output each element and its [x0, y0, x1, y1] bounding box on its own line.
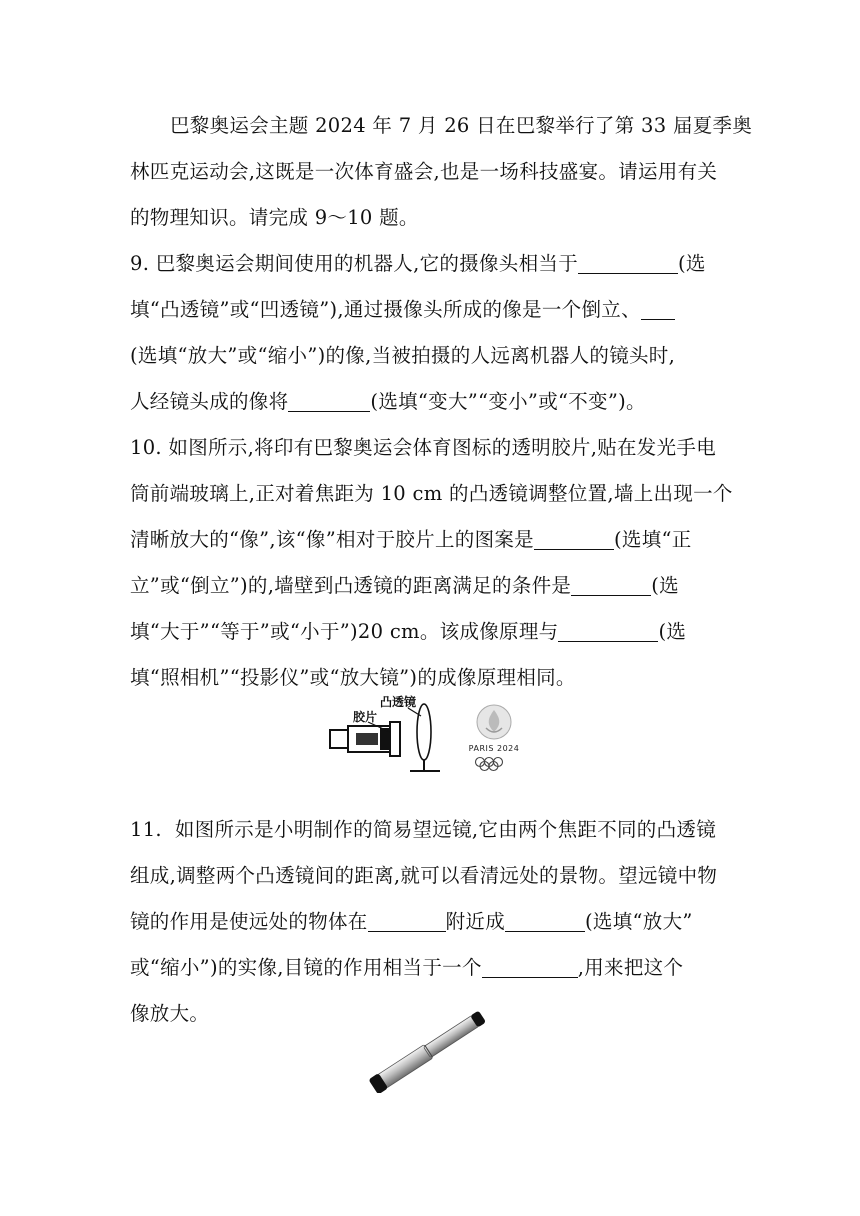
- q11-blank-1: [368, 909, 446, 932]
- q10-line-6: 填“照相机”“投影仪”或“放大镜”)的成像原理相同。: [130, 666, 576, 689]
- q10-line-3-text: 清晰放大的“像”,该“像”相对于胶片上的图案是: [130, 528, 534, 551]
- q11-line-4: [130, 950, 683, 986]
- q11-line-3-tail: (选填“放大”: [585, 910, 693, 933]
- q9-line-2: [130, 292, 675, 328]
- q9-blank-3: [288, 389, 370, 412]
- q9-line-2-text: 填“凸透镜”或“凹透镜”),通过摄像头所成的像是一个倒立、: [130, 298, 641, 321]
- q11-line-3-mid: 附近成: [445, 910, 506, 933]
- q9-line-1-tail: (选: [678, 252, 706, 275]
- q10-blank-1: [534, 527, 614, 550]
- q11-blank-2: [505, 909, 585, 932]
- paris-2024-logo: [469, 705, 520, 771]
- telescope-image: [368, 1005, 496, 1093]
- q10-line-3-tail: (选填“正: [613, 528, 692, 551]
- q9-blank-2: [641, 297, 675, 320]
- telescope-icon: [368, 1009, 487, 1093]
- film-label: 胶片: [353, 710, 378, 724]
- q9-blank-1: [578, 251, 678, 274]
- q10-line-5-text: 填“大于”“等于”或“小于”)20 cm。该成像原理与: [130, 620, 559, 643]
- q10-blank-3: [558, 619, 658, 642]
- q9-line-4-tail: (选填“变大”“变小”或“不变”)。: [370, 390, 646, 413]
- intro-line-3: 的物理知识。请完成 9～10 题。: [130, 206, 419, 229]
- figure-projector-setup: [318, 688, 528, 778]
- intro-line-1: 巴黎奥运会主题 2024 年 7 月 26 日在巴黎举行了第 33 届夏季奥: [170, 114, 753, 137]
- lens-label: 凸透镜: [380, 695, 417, 709]
- intro-line-2: 林匹克运动会,这既是一次体育盛会,也是一场科技盛宴。请运用有关: [130, 160, 718, 183]
- convex-lens-icon: [410, 704, 440, 771]
- q10-line-5: [130, 614, 686, 650]
- q11-line-3: [130, 904, 693, 940]
- olympic-rings-icon: [476, 758, 503, 771]
- q11-line-3-text: 镜的作用是使远处的物体在: [130, 910, 368, 933]
- logo-text: PARIS 2024: [468, 744, 520, 753]
- q10-line-3: [130, 522, 692, 558]
- q11-line-4-tail: ,用来把这个: [577, 956, 684, 979]
- q10-line-5-tail: (选: [658, 620, 687, 643]
- q9-line-1-text: 9. 巴黎奥运会期间使用的机器人,它的摄像头相当于: [130, 252, 579, 275]
- q9-line-4-text: 人经镜头成的像将: [130, 390, 289, 413]
- q11-line-4-text: 或“缩小”)的实像,目镜的作用相当于一个: [130, 956, 482, 979]
- q9-line-4: [130, 384, 646, 420]
- q11-line-1: 11. 如图所示是小明制作的简易望远镜,它由两个焦距不同的凸透镜: [130, 818, 717, 841]
- q11-line-5: 像放大。: [130, 1002, 210, 1025]
- q10-line-4-tail: (选: [651, 574, 679, 597]
- flashlight-icon: [330, 722, 400, 756]
- q9-line-1: [130, 246, 706, 282]
- q10-line-1: 10. 如图所示,将印有巴黎奥运会体育图标的透明胶片,贴在发光手电: [130, 436, 717, 459]
- q9-line-3: (选填“放大”或“缩小”)的像,当被拍摄的人远离机器人的镜头时,: [130, 344, 676, 367]
- q10-line-2: 筒前端玻璃上,正对着焦距为 10 cm 的凸透镜调整位置,墙上出现一个: [130, 482, 733, 505]
- q10-line-4-text: 立”或“倒立”)的,墙壁到凸透镜的距离满足的条件是: [130, 574, 572, 597]
- q10-line-4: [130, 568, 679, 604]
- q10-blank-2: [571, 573, 651, 596]
- q11-line-2: 组成,调整两个凸透镜间的距离,就可以看清远处的景物。望远镜中物: [130, 864, 718, 887]
- q11-blank-3: [482, 955, 578, 978]
